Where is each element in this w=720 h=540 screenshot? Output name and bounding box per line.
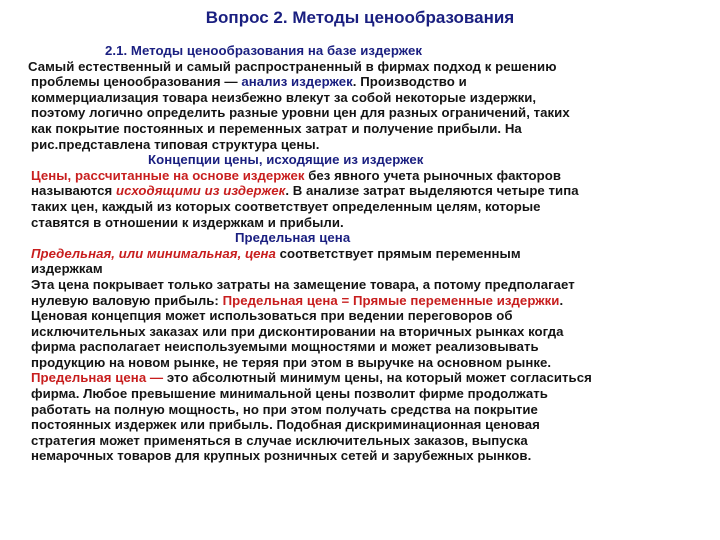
para2-accent: Цены, рассчитанные на основе издержек: [31, 167, 305, 183]
para6-line3: работать на полную мощность, но при этом получать средства на покрытие: [31, 401, 538, 417]
slide-title: Вопрос 2. Методы ценообразования: [205, 8, 515, 27]
para5-line1: Ценовая концепция может использоваться при ведении переговоров об: [31, 308, 513, 324]
para5-line2: исключительных заказах или при дисконтировании на вторичных рынках когда: [31, 323, 564, 339]
para1-line2: проблемы ценообразования — анализ издержек. Производство и: [31, 74, 467, 90]
para6-line5: стратегия может применяться в случае исключительных заказов, выпуска: [31, 432, 528, 448]
para1-line4: поэтому логично определить разные уровни цен для разных ограничений, таких: [31, 105, 570, 121]
para4-line1: Эта цена покрывает только затраты на замещение товара, а потому предполагает: [31, 276, 575, 292]
para2-line1: Цены, рассчитанные на основе издержек без явного учета рыночных факторов: [31, 167, 562, 183]
para1-line1: Самый естественный и самый распространенный в фирмах подход к решению: [28, 58, 557, 74]
para1-line3: коммерциализация товара неизбежно влекут за собой некоторые издержки,: [31, 89, 537, 105]
para3-line2: издержкам: [31, 261, 103, 277]
para2-line4: ставятся в отношении к издержкам и прибыли.: [31, 214, 344, 230]
concepts-heading: Концепции цены, исходящие из издержек: [148, 152, 424, 168]
para2-line3: таких цен, каждый из которых соответствует определенным целям, которые: [31, 198, 541, 214]
para2-accent2: исходящими из издержек: [116, 183, 286, 199]
para6-line2: фирма. Любое превышение минимальной цены позволит фирме продолжать: [31, 386, 548, 402]
para5-line4: продукцию на новом рынке, не теряя при этом в выручке на основном рынке.: [31, 354, 552, 370]
slide-body: [28, 43, 718, 464]
para4-accent: Предельная цена = Прямые переменные издержки: [222, 292, 560, 308]
section-heading: 2.1. Методы ценообразования на базе издержек: [105, 43, 423, 58]
marginal-heading: Предельная цена: [235, 230, 351, 246]
para6-line4: постоянных издержек или прибыль. Подобная дискриминационная ценовая: [31, 417, 540, 433]
para6-accent: Предельная цена —: [31, 370, 164, 386]
para5-line3: фирма располагает неиспользуемыми мощностями и может реализовывать: [31, 339, 539, 355]
para1-line6: рис.представлена типовая структура цены.: [31, 136, 320, 152]
para4-line2: нулевую валовую прибыль: Предельная цена = Прямые переменные издержки.: [31, 292, 564, 308]
para2-line2: называются исходящими из издержек. В анализе затрат выделяются четыре типа: [31, 183, 579, 199]
para6-line1: Предельная цена — это абсолютный минимум цены, на который может согласиться: [31, 370, 592, 386]
para6-line6: немарочных товаров для крупных розничных сетей и зарубежных рынков.: [31, 448, 532, 464]
para1-accent: анализ издержек: [241, 74, 353, 90]
para1-line5: как покрытие постоянных и переменных затрат и получение прибыли. На: [31, 120, 522, 136]
para3-line1: Предельная, или минимальная, цена соответствует прямым переменным: [31, 245, 521, 261]
para3-accent: Предельная, или минимальная, цена: [31, 245, 276, 261]
